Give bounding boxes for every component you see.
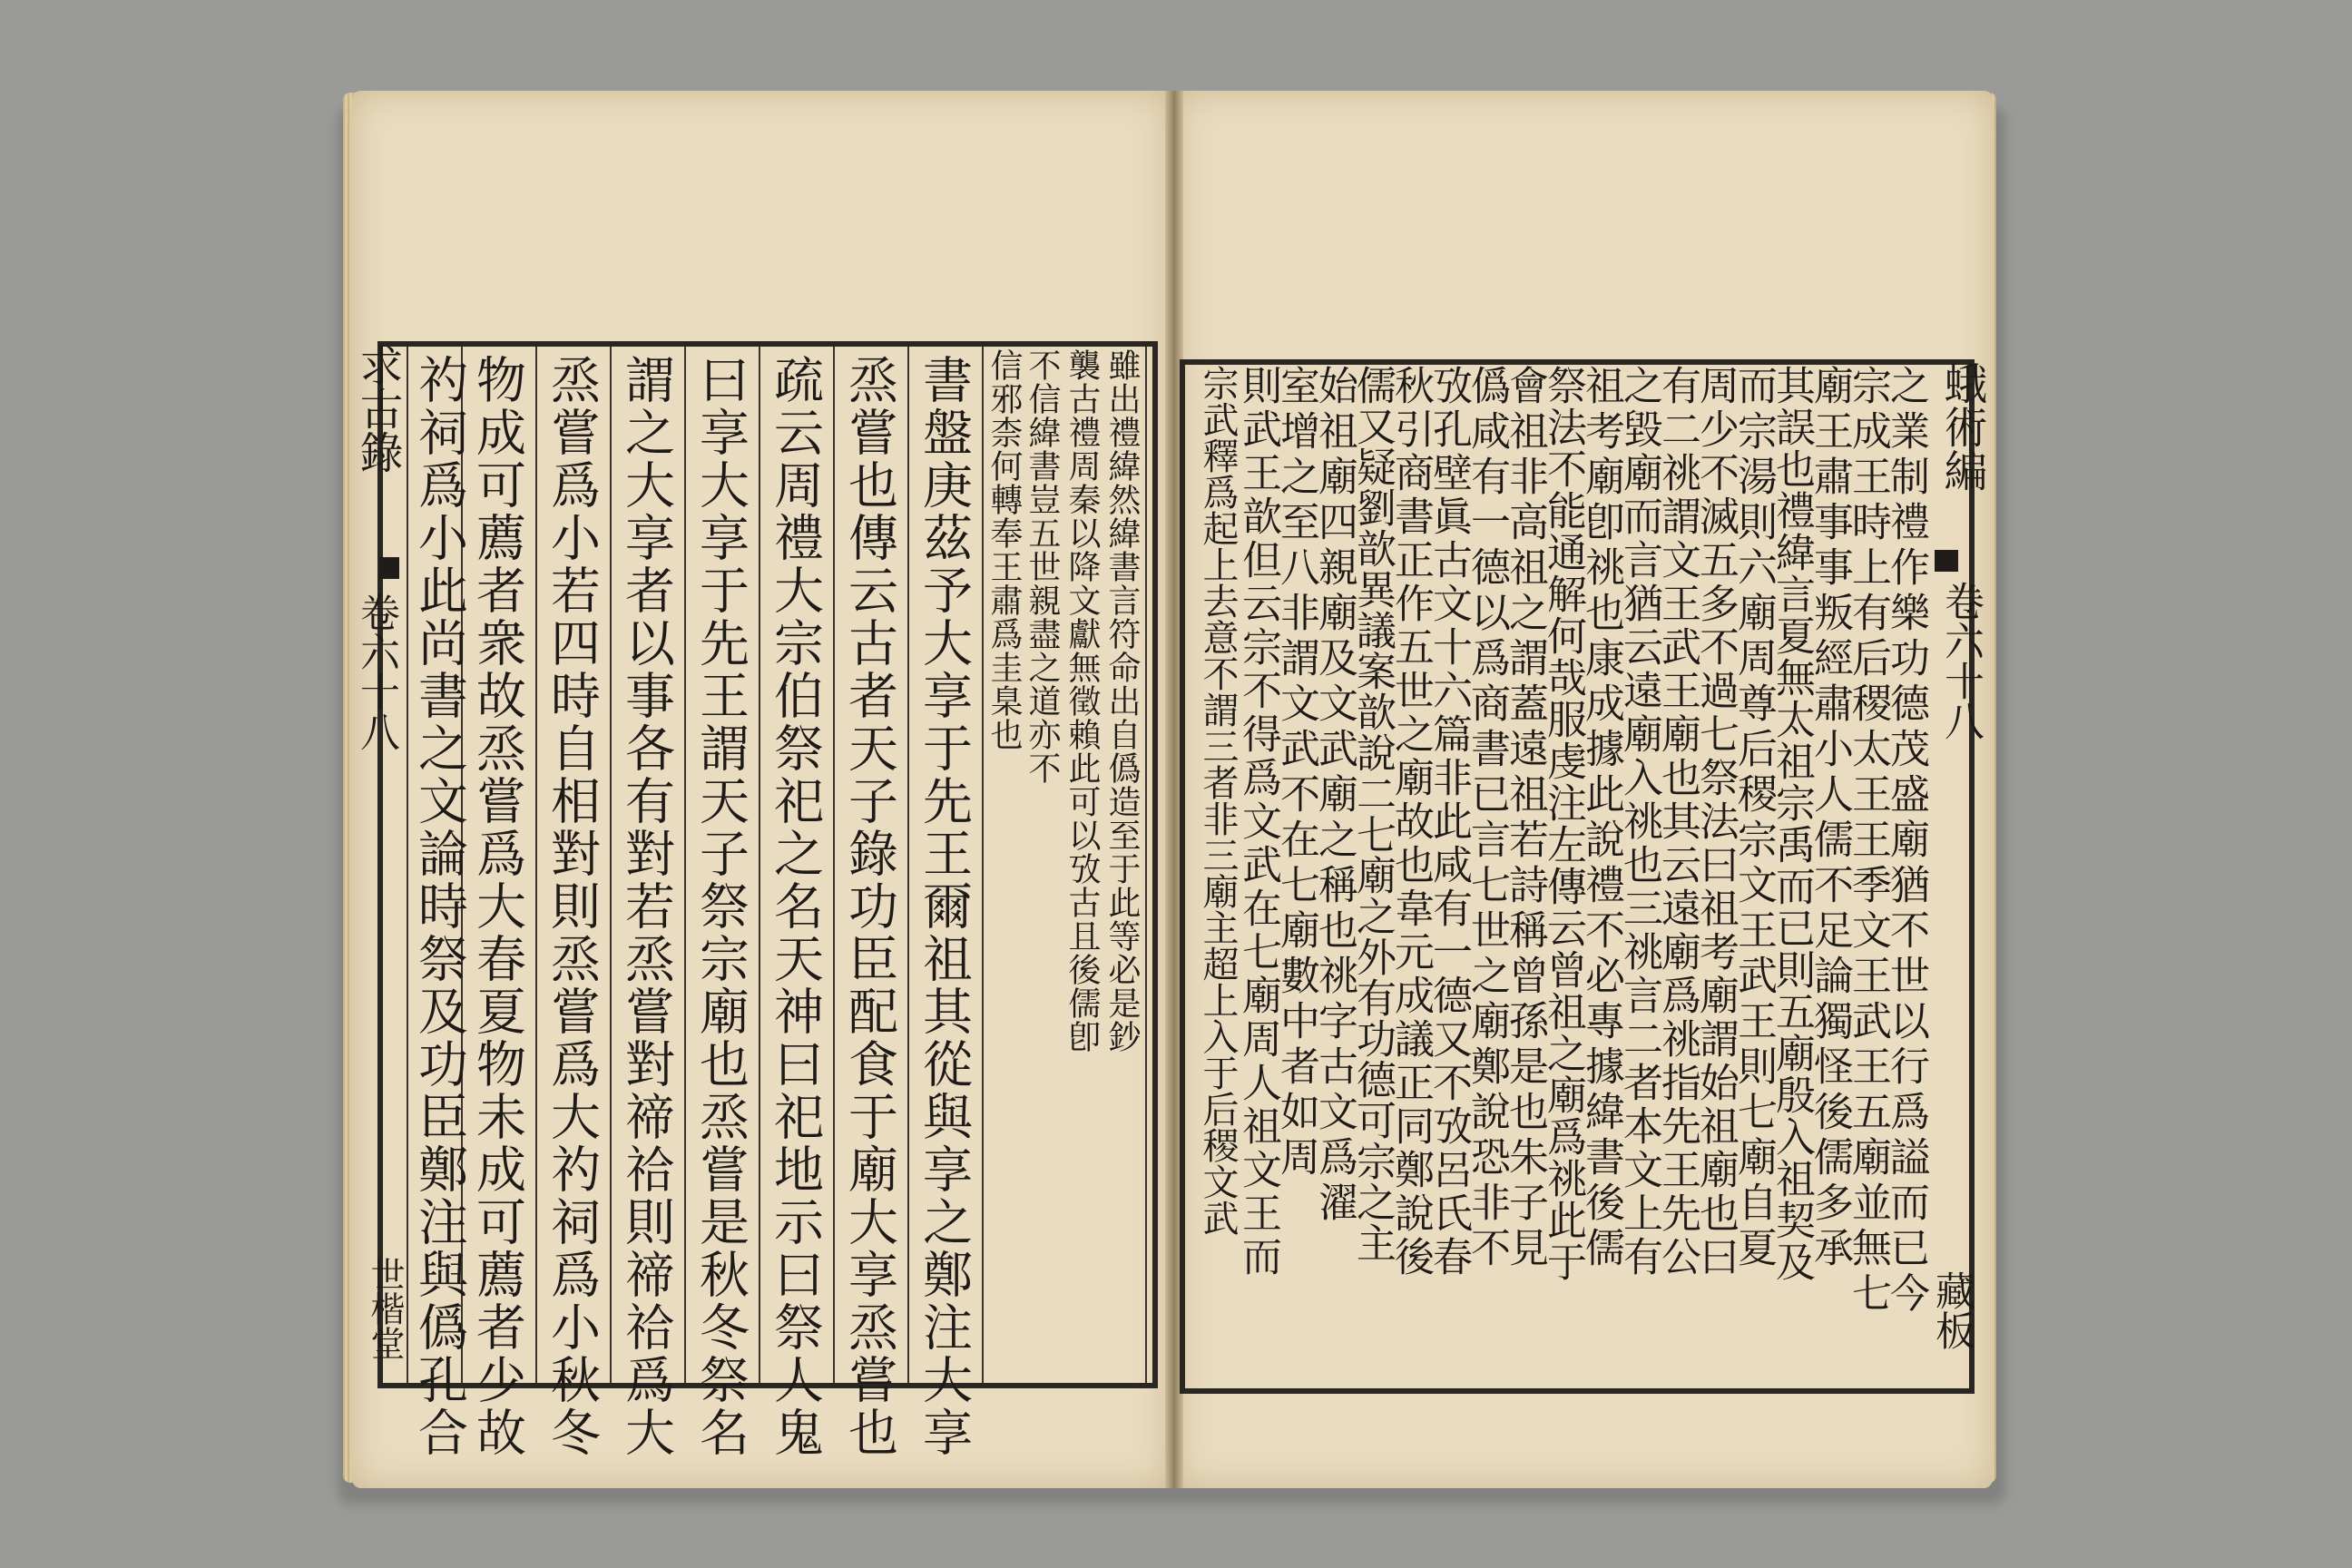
left-commentary-col-2: 襲古禮周秦以降文獻無徵賴此可以攷古且後儒卽 — [1063, 348, 1101, 1054]
right-col-14: 秋引商書正作五世之廟故也韋元成議正同鄭說後 — [1387, 365, 1434, 1279]
right-col-3: 廟王肅事事叛經肅小人儒不足論獨怪後儒多承 — [1807, 365, 1853, 1272]
left-publisher: 世楷堂 — [365, 1257, 405, 1360]
left-fish-tail-mark — [379, 557, 399, 579]
right-col-2: 宗成王時上有后稷太王王季文王武王五廟並無七 — [1845, 365, 1891, 1318]
left-main-col-2: 烝嘗也傳云古者天子錄功臣配食于廟大享烝嘗也 — [840, 354, 898, 1459]
right-col-21 — [1185, 365, 1186, 1385]
right-col-6: 周少不滅五多不過七祭法曰祖考廟謂始祖廟也曰 — [1692, 365, 1739, 1279]
right-margin-title: 蛾術編 — [1936, 361, 1987, 492]
left-commentary-col-3: 不信緯書豈五世親盡之道亦不 — [1024, 348, 1061, 785]
left-main-col-4: 曰享大享于先王謂天子祭宗廟也烝嘗是秋冬祭名 — [691, 354, 750, 1459]
right-col-17: 室增之至八非謂文武不在七廟數中者如周 — [1273, 365, 1319, 1181]
right-col-16: 始祖廟四親廟及文武廟之稱也祧字古文爲濯 — [1311, 365, 1357, 1227]
right-col-15: 儒又疑劉歆異議案歆說二七廟之外有功德可宗之主 — [1349, 365, 1396, 1263]
left-commentary-col-1: 雖出禮緯然緯書言符命出自僞造至于此等必是鈔 — [1103, 348, 1141, 1054]
right-col-5: 而宗湯則六廟周尊后稷宗文王武王則七廟自夏 — [1730, 365, 1777, 1272]
left-main-col-6: 烝嘗爲小若四時自相對則烝嘗爲大礿祠爲小秋冬 — [543, 354, 601, 1459]
left-main-col-5: 謂之大享者以事各有對若烝嘗對禘祫則禘祫爲大 — [617, 354, 675, 1459]
left-commentary-col-4: 信邪柰何轉奉王肅爲圭臬也 — [985, 348, 1023, 751]
right-col-18: 則武王歆但云宗不得爲文武在七廟周人祖文王而 — [1235, 365, 1281, 1279]
left-margin-fascicle: 卷六十八 — [353, 592, 399, 751]
left-main-col-7: 物成可薦者衆故烝嘗爲大春夏物未成可薦者少故 — [468, 354, 526, 1459]
right-margin-fascicle: 卷六十八 — [1937, 581, 1984, 740]
right-col-11: 會祖非高祖之謂蓋遠祖若詩稱曾孫是也朱子見 — [1502, 365, 1548, 1272]
right-col-10: 祭法不能通解何哉服虔注左傳云曾祖之廟爲祧此于 — [1540, 365, 1586, 1283]
left-main-col-1: 書盤庚茲予大享于先王爾祖其從與享之鄭注大享 — [915, 354, 973, 1459]
right-col-8: 之毀廟而言猶云遠廟入祧也三祧言二者本文上有 — [1616, 365, 1662, 1279]
left-margin-title: 求古錄 — [352, 343, 403, 474]
right-col-19: 宗武釋爲起上去意不謂三者非三廟主超上入于后稷文武 — [1197, 365, 1239, 1236]
right-col-9: 祖考廟卽祧也康成據此說禮不必專據緯書後儒 — [1578, 365, 1624, 1272]
right-col-4: 其誤也禮緯言夏無太祖宗禹而已則五廟殷入祖契及 — [1769, 365, 1815, 1283]
right-col-12: 僞咸有一德以爲商書已言七世之廟鄭說恐非不 — [1464, 365, 1510, 1272]
right-col-1: 之業制禮作樂功德茂盛廟猶不世以行爲謚而已今 — [1883, 365, 1929, 1318]
right-margin-mark: 藏板 — [1928, 1270, 1975, 1350]
left-main-col-8: 礿祠爲小此尚書之文論時祭及功臣鄭注與僞孔合 — [410, 354, 468, 1459]
right-col-13: 攷孔壁眞古文十六篇非此咸有一德又不攷呂氏春 — [1426, 365, 1472, 1279]
left-main-col-3: 疏云周禮大宗伯祭祀之名天神曰祀地示曰祭人鬼 — [766, 354, 824, 1459]
right-fish-tail-mark — [1935, 550, 1958, 572]
right-col-7: 有二祧謂文王武王廟也其云遠廟爲祧指先王先公 — [1654, 365, 1700, 1279]
